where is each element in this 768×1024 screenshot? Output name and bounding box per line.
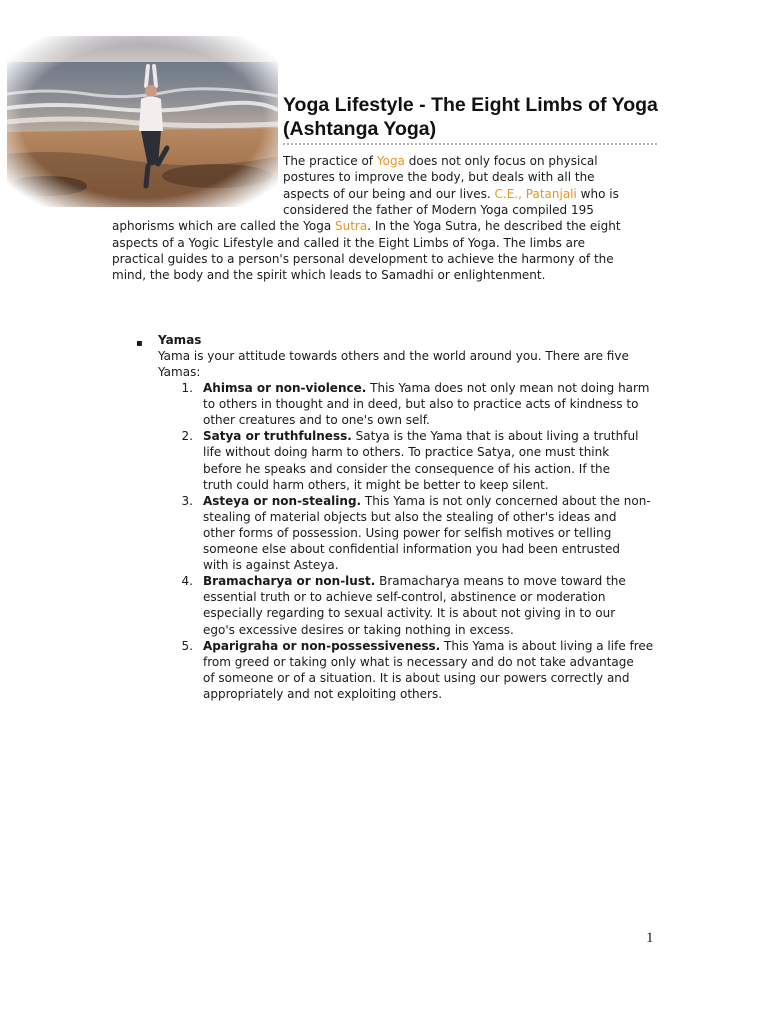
text-run: essential truth or to achieve self-control, abstinence or moderation bbox=[203, 590, 606, 604]
beach-yoga-photo bbox=[7, 36, 278, 207]
list-item-line bbox=[203, 444, 609, 460]
text-run: Yama is your attitude towards others and the world around you. There are five bbox=[158, 349, 629, 363]
text-run: from greed or taking only what is necessary and do not take advantage bbox=[203, 655, 634, 669]
text-run: other creatures and to one's own self. bbox=[203, 413, 430, 427]
inline-link[interactable]: Sutra bbox=[335, 219, 368, 233]
text-run: especially regarding to sexual activity. It is about not giving in to our bbox=[203, 606, 616, 620]
text-run: . In the Yoga Sutra, he described the eight bbox=[367, 219, 621, 233]
list-item-line bbox=[203, 477, 549, 493]
term-label: Bramacharya or non-lust. bbox=[203, 574, 376, 588]
text-run: Satya is the Yama that is about living a truthful bbox=[351, 429, 639, 443]
text-run: The practice of bbox=[283, 154, 377, 168]
text-run: This Yama is about living a life free bbox=[440, 639, 654, 653]
text-run: stealing of material objects but also the stealing of other's ideas and bbox=[203, 510, 617, 524]
text-run: aspects of our being and our lives. bbox=[283, 187, 495, 201]
list-item-line bbox=[203, 589, 605, 605]
list-item-line bbox=[203, 622, 514, 638]
list-item-number: 5. bbox=[181, 639, 193, 653]
title-divider bbox=[283, 143, 657, 145]
section-heading: Yamas bbox=[158, 333, 202, 347]
list-item-line bbox=[203, 412, 430, 428]
text-run: Yamas: bbox=[158, 365, 201, 379]
intro-line bbox=[112, 267, 545, 283]
list-item-number: 3. bbox=[181, 494, 193, 508]
text-run: appropriately and not exploiting others. bbox=[203, 687, 443, 701]
term-label: Ahimsa or non-violence. bbox=[203, 381, 367, 395]
intro-line bbox=[283, 169, 595, 185]
text-run: ego's excessive desires or taking nothing in excess. bbox=[203, 623, 514, 637]
list-item-line bbox=[203, 541, 620, 557]
inline-link[interactable]: C.E., Patanjali bbox=[494, 187, 577, 201]
text-run: considered the father of Modern Yoga compiled 195 bbox=[283, 203, 594, 217]
text-run: mind, the body and the spirit which leads to Samadhi or enlightenment. bbox=[112, 268, 546, 282]
text-run: does not only focus on physical bbox=[404, 154, 598, 168]
text-run: This Yama is not only concerned about the non- bbox=[361, 494, 651, 508]
list-item-number: 4. bbox=[181, 574, 193, 588]
text-run: Bramacharya means to move toward the bbox=[375, 574, 626, 588]
list-item-line bbox=[203, 638, 653, 654]
list-item-line bbox=[203, 461, 610, 477]
term-label: Asteya or non-stealing. bbox=[203, 494, 362, 508]
inline-link[interactable]: Yoga bbox=[376, 154, 405, 168]
term-label: Aparigraha or non-possessiveness. bbox=[203, 639, 441, 653]
text-run: before he speaks and consider the consequence of his action. If the bbox=[203, 462, 611, 476]
bullet-marker: ▪ bbox=[136, 338, 143, 349]
page-title: Yoga Lifestyle - The Eight Limbs of Yoga (Ashtanga Yoga) bbox=[283, 94, 658, 140]
list-item-line bbox=[203, 557, 339, 573]
list-item-line bbox=[203, 686, 442, 702]
text-run: practical guides to a person's personal development to achieve the harmony of the bbox=[112, 252, 614, 266]
text-run: other forms of possession. Using power for selfish motives or telling bbox=[203, 526, 612, 540]
list-item-line bbox=[203, 670, 630, 686]
section-intro-line bbox=[158, 364, 200, 380]
list-item-line bbox=[203, 654, 634, 670]
intro-line bbox=[112, 218, 621, 234]
term-label: Satya or truthfulness. bbox=[203, 429, 352, 443]
section-intro-line bbox=[158, 348, 629, 364]
text-run: aspects of a Yogic Lifestyle and called it the Eight Limbs of Yoga. The limbs are bbox=[112, 236, 586, 250]
yoga-pose-illustration bbox=[7, 36, 278, 207]
list-item-line bbox=[203, 605, 615, 621]
list-item-line bbox=[203, 525, 611, 541]
list-item-number: 2. bbox=[181, 429, 193, 443]
text-run: This Yama does not only mean not doing harm bbox=[366, 381, 650, 395]
text-run: postures to improve the body, but deals with all the bbox=[283, 170, 595, 184]
text-run: who is bbox=[576, 187, 619, 201]
text-run: life without doing harm to others. To practice Satya, one must think bbox=[203, 445, 610, 459]
text-run: to others in thought and in deed, but also to practice acts of kindness to bbox=[203, 397, 639, 411]
list-item-line bbox=[203, 573, 626, 589]
text-run: truth could harm others, it might be better to keep silent. bbox=[203, 478, 549, 492]
list-item-line bbox=[203, 396, 638, 412]
list-item-number: 1. bbox=[181, 381, 193, 395]
list-item-line bbox=[203, 493, 651, 509]
intro-line bbox=[112, 235, 585, 251]
text-run: someone else about confidential information you had been entrusted bbox=[203, 542, 620, 556]
intro-line bbox=[112, 251, 614, 267]
intro-line bbox=[283, 202, 594, 218]
text-run: aphorisms which are called the Yoga bbox=[112, 219, 335, 233]
list-item-line bbox=[203, 509, 617, 525]
list-item-line bbox=[203, 428, 638, 444]
text-run: with is against Asteya. bbox=[203, 558, 339, 572]
page-number: 1 bbox=[646, 930, 654, 946]
text-run: of someone or of a situation. It is about using our powers correctly and bbox=[203, 671, 630, 685]
intro-line bbox=[283, 153, 598, 169]
list-item-line bbox=[203, 380, 649, 396]
intro-line bbox=[283, 186, 619, 202]
